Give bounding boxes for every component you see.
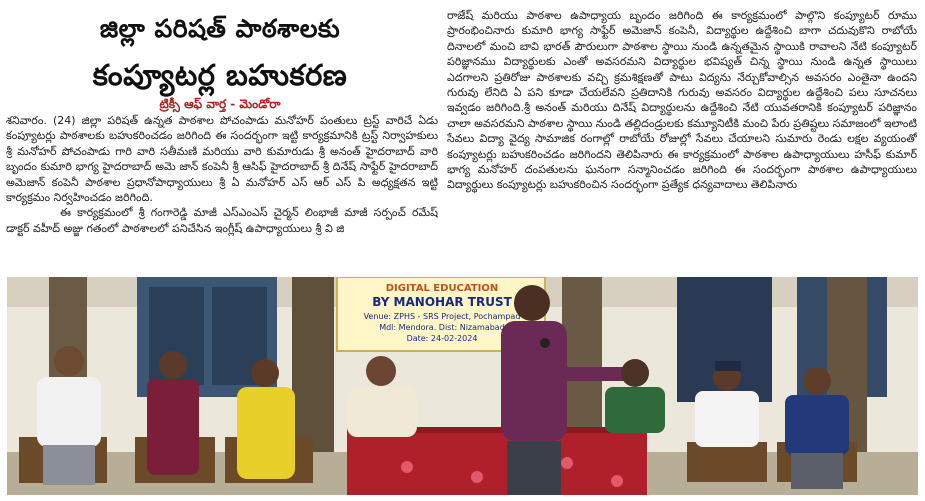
banner-date: Date: 24-02-2024	[406, 334, 478, 343]
headline-line-1: జిల్లా పరిషత్ పాఠశాలకు	[99, 14, 341, 43]
article-column-left	[6, 113, 438, 281]
event-photo	[7, 277, 918, 495]
banner-venue: Venue: ZPHS - SRS Project, Pochampad	[363, 312, 521, 321]
headline-line-2: కంప్యూటర్ల బహుకరణ	[92, 58, 348, 92]
banner-mandal: Mdl: Mendora. Dist: Nizamabad	[379, 323, 505, 332]
article-paragraph: రాజేష్ మరియు పాఠశాల ఉపాధ్యాయ బృందం జరిగింది ఈ కార్యక్రమంలో పాల్గొని కంప్యూటర్ రూము ప్రారంభించినారు కుమారి భాగ్య సాఫ్టేర్ అమెజాన్ కంపెనీ, విద్యార్థుల ఉద్దేశించి బాగా చదువుకొని రాబోయే దినాలలో మంచి బావి భారత్ పౌరులుగా పాఠశాల స్థాయి నుండి ఉన్నతమైన స్థాయికి రావాలని నేటి కంప్యూటర్ పరిజ్ఞానము విద్యార్థులకు ఎంతో అవసరమని విద్యార్థుల భవిష్యత్ చిన్న స్థాయి నుండి ఉన్నత స్థాయిలు ఎదగాలని ప్రతిరోజు పాఠశాలకు వచ్చి క్రమశిక్షణతో పాటు విద్యను నేర్చుకోవాల్సిన అవసరం ఎంతైనా ఉందని గురువు లేనిది ఏ పని కూడా చేయలేవని ప్రతిదానికి గురువు అవసరం విద్యార్థుల ఉద్దేశించి పలు సూచనలు ఇవ్వడం జరిగింది.శ్రీ అనంత్ మరియు దినేష్ విద్యార్థులను ఉద్దేశించి నేటి యువతరానికి కంప్యూటర్ పరిజ్ఞానం చాలా అవసరమని పాఠశాల స్థాయి నుండి తల్లిదండ్రులకు కమ్యూనిటీకి మంచి పేరు ప్రతిష్టలు సమాజంలో ఇలాంటి సేవలు విద్యా వైద్య సామాజిక రంగాల్లో రాబోయే రోజుల్లో సేవలు చేయాలని సుమారు రెండు లక్షల వ్యయంతో కంప్యూటర్లు బహుకరించడం జరిగిందని తెలిపినారు ఈ కార్యక్రమంలో పాఠశాల ఉపాధ్యాయులు హసీఫ్ కుమార్ భాగ్య మనోహర్ దంపతులను ఘనంగా సన్మానించడం జరిగింది ఈ సందర్భంగా పాఠశాల ఉపాధ్యాయులు విద్యార్థులు కంప్యూటర్లు బహుకరించిన సందర్భంగా ప్రత్యేక ధన్యవాదాలు తెలిపినారు	[447, 9, 917, 192]
article-column-right	[447, 8, 917, 276]
article-paragraph: ఈ కార్యక్రమంలో శ్రీ గంగారెడ్డి మాజీ ఎస్ఎంఎస్ చైర్మన్ లింభాజీ మాజీ సర్పంచ్ రమేష్ డాక్టర్ వహీద్ అజ్జు గతంలో పాఠశాలలో పనిచేసిన ఇంగ్లీష్ ఉపాధ్యాయులు శ్రీ వి జి	[6, 206, 438, 235]
banner-title: DIGITAL EDUCATION	[385, 283, 499, 294]
article-paragraph: శనివారం. (24) జిల్లా పరిషత్ ఉన్నత పాఠశాల పోచంపాడు మనోహర్ పంతులు ట్రస్ట్ వారిచే ఏడు కంప్యూటర్లు పాఠశాలకు బహుకరించడం జరిగింది ఈ సందర్భంగా ఇట్టి కార్యక్రమానికి ట్రస్ట్ నిర్వాహకులు శ్రీ మనోహర్ పోచంపాడు గారి వారి సతీమణి మరియు వారి కుమారుడు శ్రీ అనంత్ హైదరాబాద్ వారి బృందం కుమారి భాగ్య హైదరాబాద్ అమె జాన్ కంపెనీ శ్రీ ఆసిఫ్ హైదరాబాద్ శ్రీ దినేష్ సాఫ్టేర్ హైదరాబాద్ అమెజాన్ కంపెనీ పాఠశాల ప్రధానోపాధ్యాయులు శ్రీ ఏ మనోహర్ ఎస్ ఆర్ ఎస్ పి అధ్యక్షతన ఇట్టి కార్యక్రమం నిర్వహించడం జరిగింది.	[6, 114, 438, 205]
banner-trust-name: BY MANOHAR TRUST	[372, 295, 512, 309]
event-photo-scene	[7, 277, 918, 495]
byline: ట్రిక్సీ ఆఫ్ వార్త - మెండోరా	[159, 97, 281, 111]
